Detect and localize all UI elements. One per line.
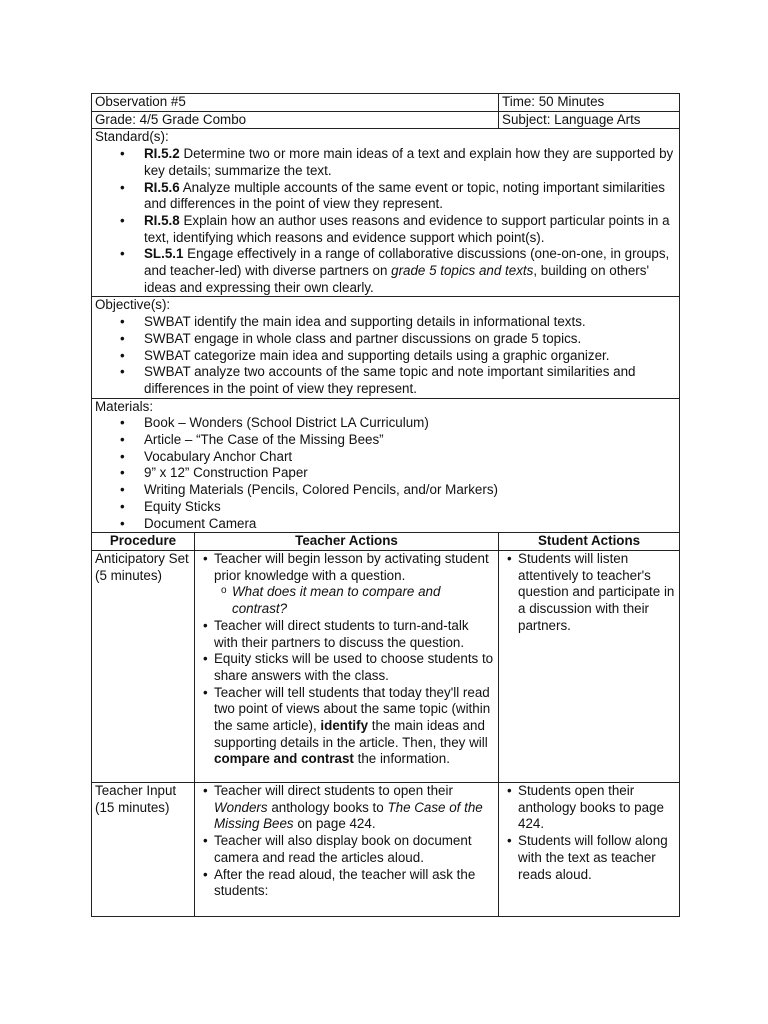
objective-item: • SWBAT engage in whole class and partner discussions on grade 5 topics. xyxy=(144,331,676,348)
materials-cell xyxy=(92,398,680,533)
standard-text: , building on others' ideas and expressing their own clearly. xyxy=(144,263,650,295)
standard-code: RI.5.6 xyxy=(144,179,180,195)
teacher-action-text: on page 424. xyxy=(293,816,376,832)
student-action-item: • Students will listen attentively to teacher's question and participate in a discussion with their partners. xyxy=(518,551,676,635)
material-item: • 9” x 12” Construction Paper xyxy=(144,465,676,482)
teacher-actions-list xyxy=(198,783,495,900)
standards-row xyxy=(92,129,680,297)
objectives-row xyxy=(92,297,680,398)
teacher-action-text: anthology books to xyxy=(267,799,388,815)
teacher-actions-cell xyxy=(195,550,499,782)
material-item: • Document Camera xyxy=(144,516,676,533)
teacher-action-item: • Teacher will direct students to turn-and-talk with their partners to discuss the question. xyxy=(214,618,495,651)
teacher-action-bold: compare and contrast xyxy=(214,751,354,767)
question-sublist xyxy=(214,584,495,617)
teacher-action-text: Teacher will tell students that today they'll read two point of views about the same topic (within the same article), xyxy=(214,684,491,734)
lesson-plan-sheet xyxy=(91,93,679,917)
question-item xyxy=(232,584,495,617)
materials-label: Materials: xyxy=(95,398,154,414)
student-actions-list xyxy=(502,551,676,635)
objectives-label: Objective(s): xyxy=(95,297,171,313)
objectives-cell xyxy=(92,297,680,398)
student-actions-cell xyxy=(499,782,680,916)
procedure-cell: Teacher Input (15 minutes) xyxy=(92,782,195,916)
standard-emphasis: grade 5 topics and texts xyxy=(391,263,534,279)
student-actions-list xyxy=(502,783,676,883)
objective-item: • SWBAT identify the main idea and supporting details in informational texts. xyxy=(144,314,676,331)
standard-code: SL.5.1 xyxy=(144,246,184,262)
teacher-action-item: • After the read aloud, the teacher will ask the students: xyxy=(214,867,495,900)
teacher-action-item xyxy=(214,551,495,618)
observation-cell: Observation #5 xyxy=(92,94,499,112)
article-title: The Case of the Missing Bees xyxy=(214,799,483,832)
teacher-action-text: the information. xyxy=(353,751,450,767)
teacher-action-text: the main ideas and supporting details in the article. Then, they will xyxy=(214,718,488,750)
book-title: Wonders xyxy=(214,799,268,815)
standard-text: Determine two or more main ideas of a text and explain how they are supported by key details; summarize the text. xyxy=(144,146,674,178)
teacher-action-text: Teacher will begin lesson by activating student prior knowledge with a question. xyxy=(214,550,489,583)
teacher-action-item xyxy=(214,685,495,769)
teacher-action-item: • Teacher will also display book on document camera and read the articles aloud. xyxy=(214,833,495,866)
standard-item xyxy=(144,180,676,213)
grade-cell: Grade: 4/5 Grade Combo xyxy=(92,111,499,129)
standard-text: Analyze multiple accounts of the same event or topic, noting important similarities and differences in the point of view they represent. xyxy=(144,179,666,212)
time-cell: Time: 50 Minutes xyxy=(499,94,680,112)
material-item: • Vocabulary Anchor Chart xyxy=(144,449,676,466)
objective-item: • SWBAT categorize main idea and supporting details using a graphic organizer. xyxy=(144,348,676,365)
materials-list xyxy=(95,415,676,532)
teacher-actions-cell xyxy=(195,782,499,916)
standard-text: Engage effectively in a range of collaborative discussions (one-on-one, in groups, and teacher-led) with diverse partners on xyxy=(144,246,670,279)
student-actions-header: Student Actions xyxy=(499,533,680,551)
material-item: • Book – Wonders (School District LA Curriculum) xyxy=(144,415,676,432)
student-actions-cell xyxy=(499,550,680,782)
standards-cell xyxy=(92,129,680,297)
teacher-actions-list xyxy=(198,551,495,768)
standards-label: Standard(s): xyxy=(95,129,169,145)
material-item: • Article – “The Case of the Missing Bees” xyxy=(144,432,676,449)
header-row-1 xyxy=(92,94,680,112)
teacher-action-item xyxy=(214,783,495,833)
question-text: What does it mean to compare and contrast? xyxy=(232,584,441,617)
standard-text: Explain how an author uses reasons and evidence to support particular points in a text, identifying which reasons and evidence support which point(s). xyxy=(144,212,670,245)
anticipatory-set-row xyxy=(92,550,680,782)
standard-item xyxy=(144,146,676,179)
teacher-actions-header: Teacher Actions xyxy=(195,533,499,551)
material-item: • Writing Materials (Pencils, Colored Pencils, and/or Markers) xyxy=(144,482,676,499)
teacher-action-text: Teacher will direct students to open their xyxy=(214,782,453,798)
materials-row xyxy=(92,398,680,533)
teacher-action-bold: identify xyxy=(320,718,369,734)
lesson-plan-table xyxy=(91,93,680,917)
teacher-input-row xyxy=(92,782,680,916)
standard-item xyxy=(144,213,676,246)
objective-item: • SWBAT analyze two accounts of the same topic and note important similarities and differences in the point of view they represent. xyxy=(144,364,676,397)
header-row-2 xyxy=(92,111,680,129)
standard-code: RI.5.8 xyxy=(144,212,180,228)
standard-item xyxy=(144,246,676,296)
procedure-header: Procedure xyxy=(92,533,195,551)
subject-cell: Subject: Language Arts xyxy=(499,111,680,129)
procedure-cell: Anticipatory Set (5 minutes) xyxy=(92,550,195,782)
standard-code: RI.5.2 xyxy=(144,146,180,162)
procedure-header-row xyxy=(92,533,680,551)
objectives-list xyxy=(95,314,676,398)
student-action-item: • Students will follow along with the text as teacher reads aloud. xyxy=(518,833,676,883)
material-item: • Equity Sticks xyxy=(144,499,676,516)
student-action-item: • Students open their anthology books to page 424. xyxy=(518,783,676,833)
standards-list xyxy=(95,146,676,296)
teacher-action-item: • Equity sticks will be used to choose students to share answers with the class. xyxy=(214,651,495,684)
